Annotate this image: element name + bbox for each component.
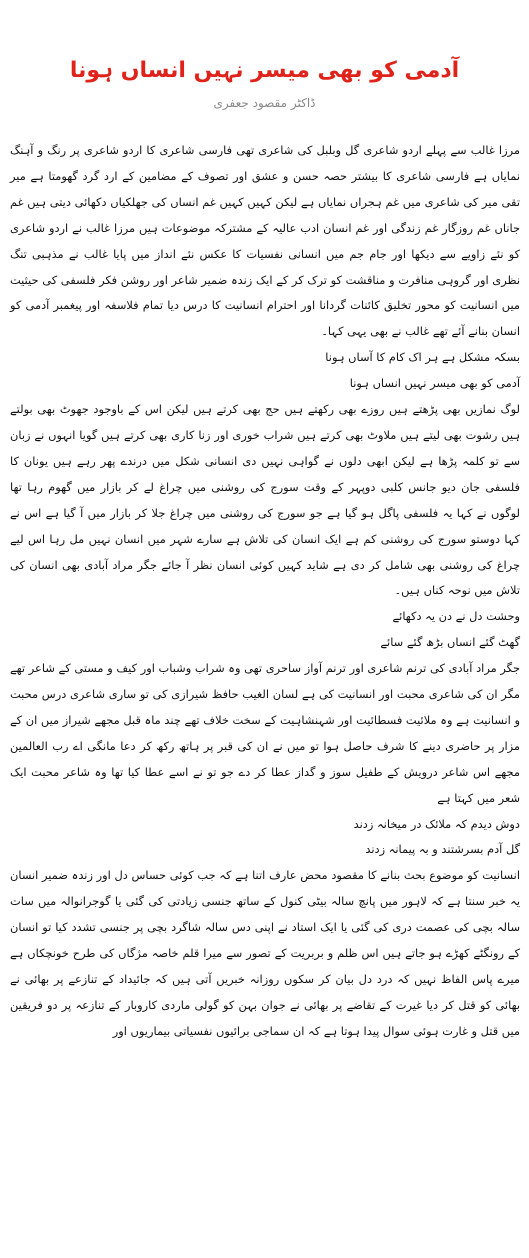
author-name: ڈاکٹر مقصود جعفری xyxy=(213,96,316,110)
verse-line: آدمی کو بھی میسر نہیں انساں ہونا xyxy=(349,376,520,391)
verse-line: گل آدم بسرشتند و بہ پیمانہ زدند xyxy=(365,842,520,857)
paragraph-3: جگر مراد آبادی کی ترنم شاعری اور ترنم آواز ساحری تھی وہ شراب وشباب اور کیف و مستی کے شاعر تھے مگر ان کی شاعری محبت اور انسانیت کی ہے لسان الغیب حافظ شیرازی کی تو ساری شاعری درس محبت و انسانیت ہے وہ ملائیت فسطائیت اور شہنشاہیت کے سخت خلاف تھے چند ماہ قبل مجھے شیراز میں ان کے مزار پر حاضری دینے کا شرف حاصل ہوا تو میں نے ان کی قبر پر ہاتھ رکھ کر دعا مانگی اے رب العالمین مجھے اس شاعر درویش کے طفیل سوز و گداز عطا کر دے جو تو نے اسے عطا کیا تھا وہ شاعر محبت ایک شعر میں کہتا ہے xyxy=(10,661,520,805)
verse-line: وحشت دل نے دن یہ دکھائے xyxy=(392,609,520,624)
article-body xyxy=(10,138,520,1045)
paragraph-4: انسانیت کو موضوع بحث بنانے کا مقصود محض عارف اتنا ہے کہ جب کوئی حساس دل اور زندہ ضمیر انسان یہ خبر سنتا ہے کہ لاہور میں پانچ سالہ بیٹی کنول کے ساتھ جنسی زیادتی کی گئی یا گوجرانوالہ میں سات سالہ بچی کی عصمت دری کی گئی یا ایک استاد نے اپنی دس سالہ شاگرد بچی پر جنسی تشدد کیا تو انسان کے رونگٹے کھڑے ہو جاتے ہیں اس ظلم و بربریت کے تصور سے میرا قلم خاصہ مژگاں کی طرح خونچکاں ہے میرے پاس الفاظ نہیں کہ درد دل بیان کر سکوں روزانہ خبریں آتی ہیں کہ جائیداد کے تنازعے پر بھائی نے بھائی کو قتل کر دیا غیرت کے تقاضے پر بھائی نے جوان بہن کو گولی ماردی کاروبار کے تنازعہ پر دو فریقین میں قتل و غارت ہوئی سوال پیدا ہوتا ہے کہ ان سماجی برائیوں نفسیاتی بیماریوں اور xyxy=(10,868,520,1038)
verse-line: بسکہ مشکل ہے ہر اک کام کا آساں ہونا xyxy=(325,350,520,365)
paragraph-1: مرزا غالب سے پہلے اردو شاعری گل وبلبل کی شاعری تھی فارسی شاعری کا اردو شاعری پر رنگ و آہنگ نمایاں ہے فارسی شاعری کا بیشتر حصہ حسن و عشق اور تصوف کے مضامین کے ارد گرد گھومتا ہے میر تقی میر کی شاعری میں غم ہجراں نمایاں ہے لیکن کہیں کہیں غم انساں کی جھلکیاں دکھائی دیتی ہیں غم جاناں غم روزگار غم زندگی اور غم انسان ادب عالیہ کے مشترکہ موضوعات ہیں مرزا غالب نے اردو شاعری کو نئے زاویے سے دیکھا اور جام جم میں انسانی نفسیات کا عکس نئے انداز میں پایا غالب نے مذہبی تنگ نظری اور گروہی منافرت و مناقشت کو ترک کر کے ایک زندہ ضمیر شاعر اور روشن فکر فلسفی کی حیثیت میں انسانیت کو محور تخلیق کائنات گردانا اور احترام انسانیت کا درس دیا تمام فلاسفہ اور پیغمبر آدمی کو انسان بنانے آئے تھے غالب نے بھی یہی کہا۔ xyxy=(10,143,520,339)
article-title: آدمی کو بھی میسر نہیں انساں ہونا xyxy=(69,58,460,83)
verse-line: دوش دیدم کہ ملائک در میخانہ زدند xyxy=(353,816,520,831)
paragraph-2: لوگ نمازیں بھی پڑھتے ہیں روزے بھی رکھتے ہیں حج بھی کرتے ہیں لیکن اس کے باوجود جھوٹ بھی بولتے ہیں رشوت بھی لیتے ہیں ملاوٹ بھی کرتے ہیں شراب خوری اور زنا کاری بھی کرتے ہیں گویا انہوں نے زبان سے تو کلمہ پڑھا ہے لیکن ابھی دلوں نے گواہی نہیں دی انسانی شکل میں درندے پھر رہے ہیں یونان کا فلسفی جان دیو جانس کلبی دوپہر کے وقت سورج کی روشنی میں چراغ لے کر بازار میں گھوم رہا تھا لوگوں نے کہا یہ فلسفی پاگل ہو گیا ہے جو سورج کی روشنی میں چراغ جلا کر بازار میں آ گیا ہے اس نے کہا دوستو سورج کی روشنی کم ہے ایک انسان کی تلاش ہے سارے شہر میں انسان نہیں مل رہا اس لیے چراغ کی روشنی بھی شامل کر دی ہے شاید کہیں کوئی انسان نظر آ جائے جگر مراد آبادی بھی انسان کی تلاش میں نوحہ کناں ہیں۔ xyxy=(10,402,520,598)
verse-line: گھٹ گئے انساں بڑھ گئے سائے xyxy=(380,635,520,650)
